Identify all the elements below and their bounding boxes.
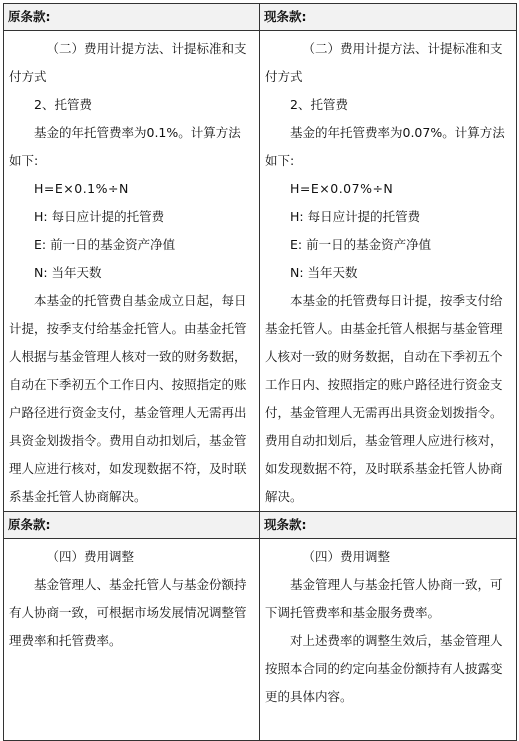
formula-n-definition: N: 当年天数	[34, 265, 102, 280]
section1-current-cell	[260, 31, 517, 512]
section1-body-row	[4, 31, 517, 512]
formula-e-definition: E: 前一日的基金资产净值	[34, 237, 176, 252]
section2-current-cell	[260, 539, 517, 741]
section1-left-header-cell	[4, 4, 260, 31]
formula-n-definition: N: 当年天数	[290, 265, 358, 280]
clause-heading: （四）费用调整	[46, 549, 135, 564]
clause-heading: （二）费用计提方法、计提标准和支付方式	[9, 41, 247, 84]
formula-h-definition: H: 每日应计提的托管费	[290, 209, 421, 224]
original-clause-header: 原条款:	[8, 9, 51, 24]
payment-paragraph: 本基金的托管费每日计提，按季支付给基金托管人。由基金托管人根据与基金管理人核对一致的财务数据，自动在下季初五个工作日内、按照指定的账户路径进行资金支付，基金管理人无需再出具资金划拨指令。费用自动扣划后，基金管理人应进行核对，如发现数据不符，及时联系基金托管人协商解决。	[265, 293, 503, 504]
disclosure-paragraph: 对上述费率的调整生效后，基金管理人按照本合同的约定向基金份额持有人披露变更的具体内容。	[265, 633, 503, 704]
clause-heading: （四）费用调整	[302, 549, 391, 564]
fee-adjustment-paragraph: 基金管理人与基金托管人协商一致，可下调托管费率和基金服务费率。	[265, 577, 503, 620]
fee-rate-text: 基金的年托管费率为0.1%。计算方法如下:	[9, 125, 241, 168]
section2-right-header-cell	[260, 512, 517, 539]
section2-left-header-cell	[4, 512, 260, 539]
fee-formula: H=E×0.07%÷N	[290, 181, 394, 196]
section2-header-row	[4, 512, 517, 539]
clause-heading: （二）费用计提方法、计提标准和支付方式	[265, 41, 503, 84]
formula-h-definition: H: 每日应计提的托管费	[34, 209, 165, 224]
original-clause-header: 原条款:	[8, 517, 51, 532]
clause-subheading: 2、托管费	[290, 97, 348, 112]
section2-original-cell	[4, 539, 260, 741]
fee-adjustment-paragraph: 基金管理人、基金托管人与基金份额持有人协商一致，可根据市场发展情况调整管理费率和托管费率。	[9, 577, 247, 648]
current-clause-header: 现条款:	[264, 517, 307, 532]
clause-subheading: 2、托管费	[34, 97, 92, 112]
clause-comparison-table	[3, 3, 517, 741]
fee-rate-text: 基金的年托管费率为0.07%。计算方法如下:	[265, 125, 505, 168]
formula-e-definition: E: 前一日的基金资产净值	[290, 237, 432, 252]
section1-right-header-cell	[260, 4, 517, 31]
section1-original-cell	[4, 31, 260, 512]
section2-body-row	[4, 539, 517, 741]
section1-header-row	[4, 4, 517, 31]
fee-formula: H=E×0.1%÷N	[34, 181, 129, 196]
current-clause-header: 现条款:	[264, 9, 307, 24]
payment-paragraph: 本基金的托管费自基金成立日起，每日计提，按季支付给基金托管人。由基金托管人根据与基金管理人核对一致的财务数据，自动在下季初五个工作日内、按照指定的账户路径进行资金支付，基金管理人无需再出具资金划拨指令。费用自动扣划后，基金管理人应进行核对，如发现数据不符，及时联系基金托管人协商解决。	[9, 293, 247, 504]
